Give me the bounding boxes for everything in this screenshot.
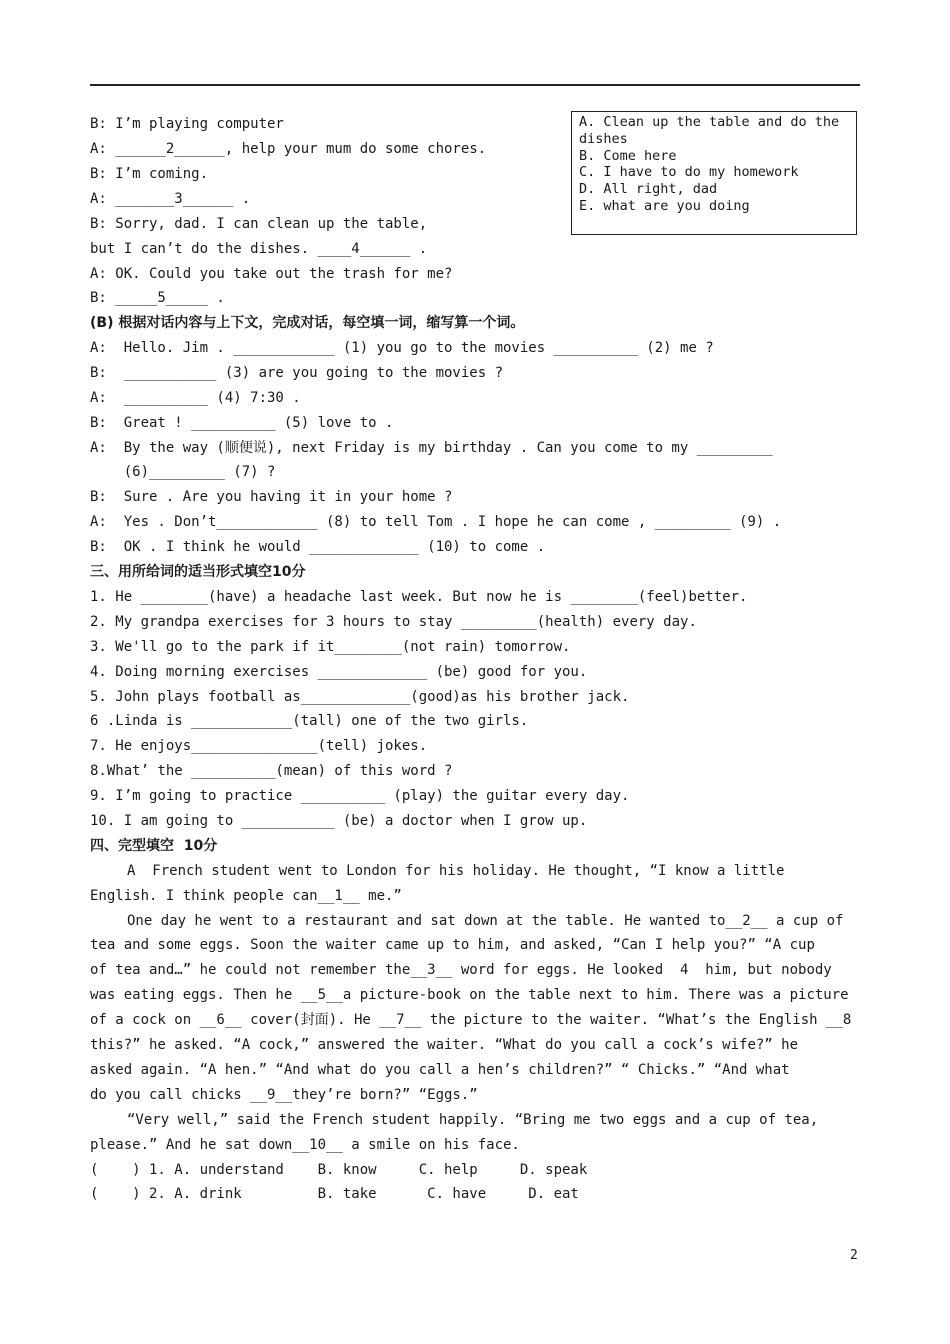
option-item: E. what are you doing <box>579 197 750 214</box>
text-line: 3. We'll go to the park if it________(not rain) tomorrow. <box>90 639 571 655</box>
text-line: 5. John plays football as_____________(good)as his brother jack. <box>90 689 630 705</box>
text-line: 7. He enjoys_______________(tell) jokes. <box>90 738 428 754</box>
section-heading: 三、用所给词的适当形式填空10分 <box>90 564 306 580</box>
text-line: A: Yes . Don’t____________ (8) to tell Tom . I hope he can come , _________ (9) . <box>90 514 782 530</box>
text-line: of a cock on __6__ cover(封面). He __7__ the picture to the waiter. “What’s the English __8 <box>90 1012 852 1028</box>
top-rule <box>90 84 860 86</box>
text-line: (6)_________ (7) ? <box>90 464 276 480</box>
section-heading: (B) 根据对话内容与上下文，完成对话，每空填一词，缩写算一个词。 <box>90 315 525 331</box>
text-line: A French student went to London for his holiday. He thought, “I know a little <box>127 863 785 879</box>
text-line: B: I’m playing computer <box>90 116 284 132</box>
text-line: B: Sure . Are you having it in your home ? <box>90 489 453 505</box>
option-item: B. Come here <box>579 147 677 164</box>
option-item: A. Clean up the table and do the dishes <box>579 114 840 147</box>
text-line: B: ___________ (3) are you going to the movies ? <box>90 365 504 381</box>
text-line: B: _____5_____ . <box>90 290 225 306</box>
text-line: this?” he asked. “A cock,” answered the waiter. “What do you call a cock’s wife?” he <box>90 1037 799 1053</box>
text-line: 9. I’m going to practice __________ (play) the guitar every day. <box>90 788 630 804</box>
text-line: B: Great ! __________ (5) love to . <box>90 415 394 431</box>
text-line: but I can’t do the dishes. ____4______ . <box>90 241 428 257</box>
text-line: A: Hello. Jim . ____________ (1) you go to the movies __________ (2) me ? <box>90 340 714 356</box>
text-line: B: Sorry, dad. I can clean up the table, <box>90 216 428 232</box>
text-line: A: OK. Could you take out the trash for me? <box>90 266 453 282</box>
text-line: English. I think people can__1__ me.” <box>90 888 402 904</box>
text-line: One day he went to a restaurant and sat down at the table. He wanted to__2__ a cup of <box>127 913 844 929</box>
text-line: B: OK . I think he would _____________ (10) to come . <box>90 539 546 555</box>
text-line: A: By the way (顺便说), next Friday is my birthday . Can you come to my _________ <box>90 440 773 456</box>
text-line: 6 .Linda is ____________(tall) one of the two girls. <box>90 713 529 729</box>
text-line: was eating eggs. Then he __5__a picture-book on the table next to him. There was a picture <box>90 987 849 1003</box>
option-item: C. I have to do my homework <box>579 164 799 181</box>
text-line: 2. My grandpa exercises for 3 hours to stay _________(health) every day. <box>90 614 697 630</box>
text-line: 8.What’ the __________(mean) of this word ? <box>90 763 453 779</box>
text-line: “Very well,” said the French student happily. “Bring me two eggs and a cup of tea, <box>127 1112 819 1128</box>
text-line: tea and some eggs. Soon the waiter came up to him, and asked, “Can I help you?” “A cup <box>90 937 815 953</box>
text-line: asked again. “A hen.” “And what do you call a hen’s children?” “ Chicks.” “And what <box>90 1062 790 1078</box>
section-heading: 四、完型填空 10分 <box>90 838 218 854</box>
text-line: A: _______3______ . <box>90 191 251 207</box>
text-line: 10. I am going to ___________ (be) a doctor when I grow up. <box>90 813 588 829</box>
text-line: A: __________ (4) 7:30 . <box>90 390 301 406</box>
text-line: do you call chicks __9__they’re born?” “Eggs.” <box>90 1087 478 1103</box>
option-item: D. All right, dad <box>579 181 718 198</box>
text-line: 1. He ________(have) a headache last week. But now he is ________(feel)better. <box>90 589 748 605</box>
text-line: A: ______2______, help your mum do some chores. <box>90 141 487 157</box>
text-line: ( ) 2. A. drink B. take C. have D. eat <box>90 1186 579 1202</box>
text-line: please.” And he sat down__10__ a smile on his face. <box>90 1137 520 1153</box>
text-line: B: I’m coming. <box>90 166 209 182</box>
text-line: ( ) 1. A. understand B. know C. help D. speak <box>90 1162 588 1178</box>
page-number: 2 <box>850 1248 858 1263</box>
options-box <box>571 111 857 235</box>
text-line: of tea and…” he could not remember the__3__ word for eggs. He looked 4 him, but nobody <box>90 962 832 978</box>
text-line: 4. Doing morning exercises _____________ (be) good for you. <box>90 664 588 680</box>
